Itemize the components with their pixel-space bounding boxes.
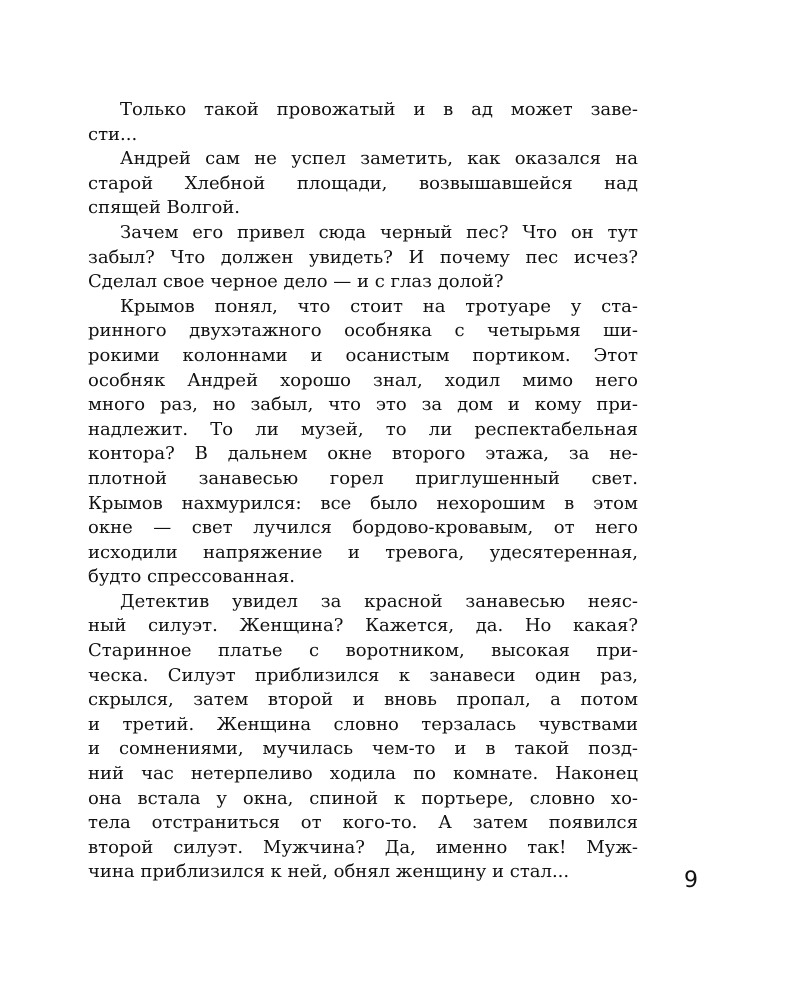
- text-line: много раз, но забыл, что это за дом и кому при-: [88, 394, 638, 416]
- text-line: Крымов понял, что стоит на тротуаре у ста-: [120, 295, 638, 317]
- text-line: тела отстраниться от кого-то. А затем появился: [88, 812, 638, 834]
- page-number: 9: [684, 868, 698, 893]
- text-line: рокими колоннами и осанистым портиком. Этот: [88, 344, 638, 366]
- text-line: чина приблизился к ней, обнял женщину и стал...: [88, 861, 570, 883]
- text-line: будто спрессованная.: [88, 566, 295, 588]
- text-line: плотной занавесью горел приглушенный свет.: [88, 467, 638, 489]
- body-text: [88, 98, 638, 885]
- text-line: Старинное платье с воротником, высокая при-: [88, 640, 638, 662]
- text-line: ческа. Силуэт приблизился к занавеси один раз,: [88, 664, 638, 686]
- text-line: она встала у окна, спиной к портьере, словно хо-: [88, 787, 638, 809]
- text-line: контора? В дальнем окне второго этажа, за не-: [88, 443, 638, 465]
- text-line: ный силуэт. Женщина? Кажется, да. Но какая?: [88, 615, 638, 637]
- text-line: особняк Андрей хорошо знал, ходил мимо него: [88, 369, 638, 391]
- text-line: и третий. Женщина словно терзалась чувствами: [88, 713, 638, 735]
- text-line: Крымов нахмурился: все было нехорошим в этом: [88, 492, 638, 514]
- text-line: Детектив увидел за красной занавесью неяс-: [120, 590, 638, 612]
- text-line: и сомнениями, мучилась чем-то и в такой позд-: [88, 738, 638, 760]
- text-line: исходили напряжение и тревога, удесятеренная,: [88, 541, 638, 563]
- text-line: ний час нетерпеливо ходила по комнате. Наконец: [88, 763, 638, 785]
- text-line: старой Хлебной площади, возвышавшейся над: [88, 172, 638, 194]
- text-line: ринного двухэтажного особняка с четырьмя ши-: [88, 320, 638, 342]
- text-line: забыл? Что должен увидеть? И почему пес исчез?: [88, 246, 638, 268]
- text-line: окне — свет лучился бордово-кровавым, от него: [88, 517, 638, 539]
- text-line: надлежит. То ли музей, то ли респектабельная: [88, 418, 638, 440]
- text-line: спящей Волгой.: [88, 197, 241, 219]
- text-line: сти...: [88, 123, 138, 145]
- text-line: Сделал свое черное дело — и с глаз долой?: [88, 271, 504, 293]
- text-line: Андрей сам не успел заметить, как оказался на: [120, 148, 638, 170]
- text-line: скрылся, затем второй и вновь пропал, а потом: [88, 689, 638, 711]
- text-line: Зачем его привел сюда черный пес? Что он тут: [120, 221, 638, 243]
- text-line: Только такой провожатый и в ад может заве-: [120, 99, 638, 120]
- text-line: второй силуэт. Мужчина? Да, именно так! Муж-: [88, 836, 638, 858]
